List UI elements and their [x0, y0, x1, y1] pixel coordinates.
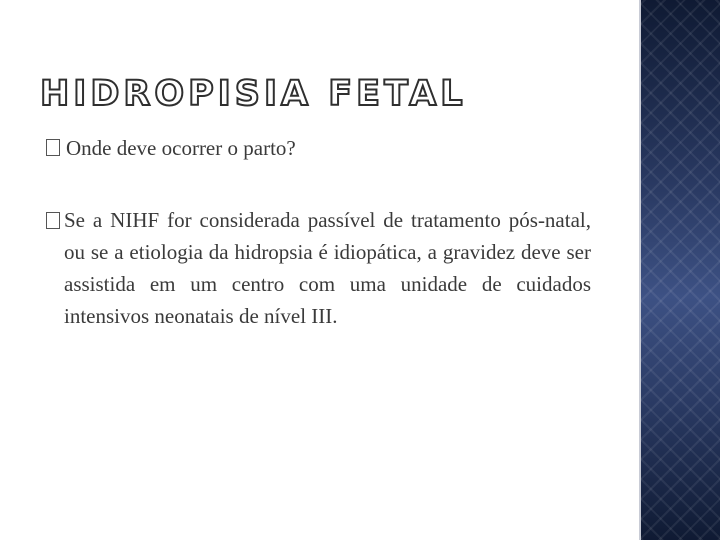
bullet-text: Onde deve ocorrer o parto? [66, 136, 296, 160]
bullet-question [46, 132, 296, 164]
slide-title: HIDROPISIA FETAL [40, 74, 467, 114]
decorative-side-panel [641, 0, 720, 540]
square-bullet-icon [46, 139, 60, 156]
bullet-answer [46, 204, 591, 332]
bullet-text: Se a NIHF for considerada passível de tratamento pós-natal, ou se a etiologia da hidropsia é idiopática, a gravidez deve ser assistida em um centro com uma unidade de cuidados intensivos neonatais de nível III. [64, 208, 591, 328]
square-bullet-icon [46, 212, 60, 229]
